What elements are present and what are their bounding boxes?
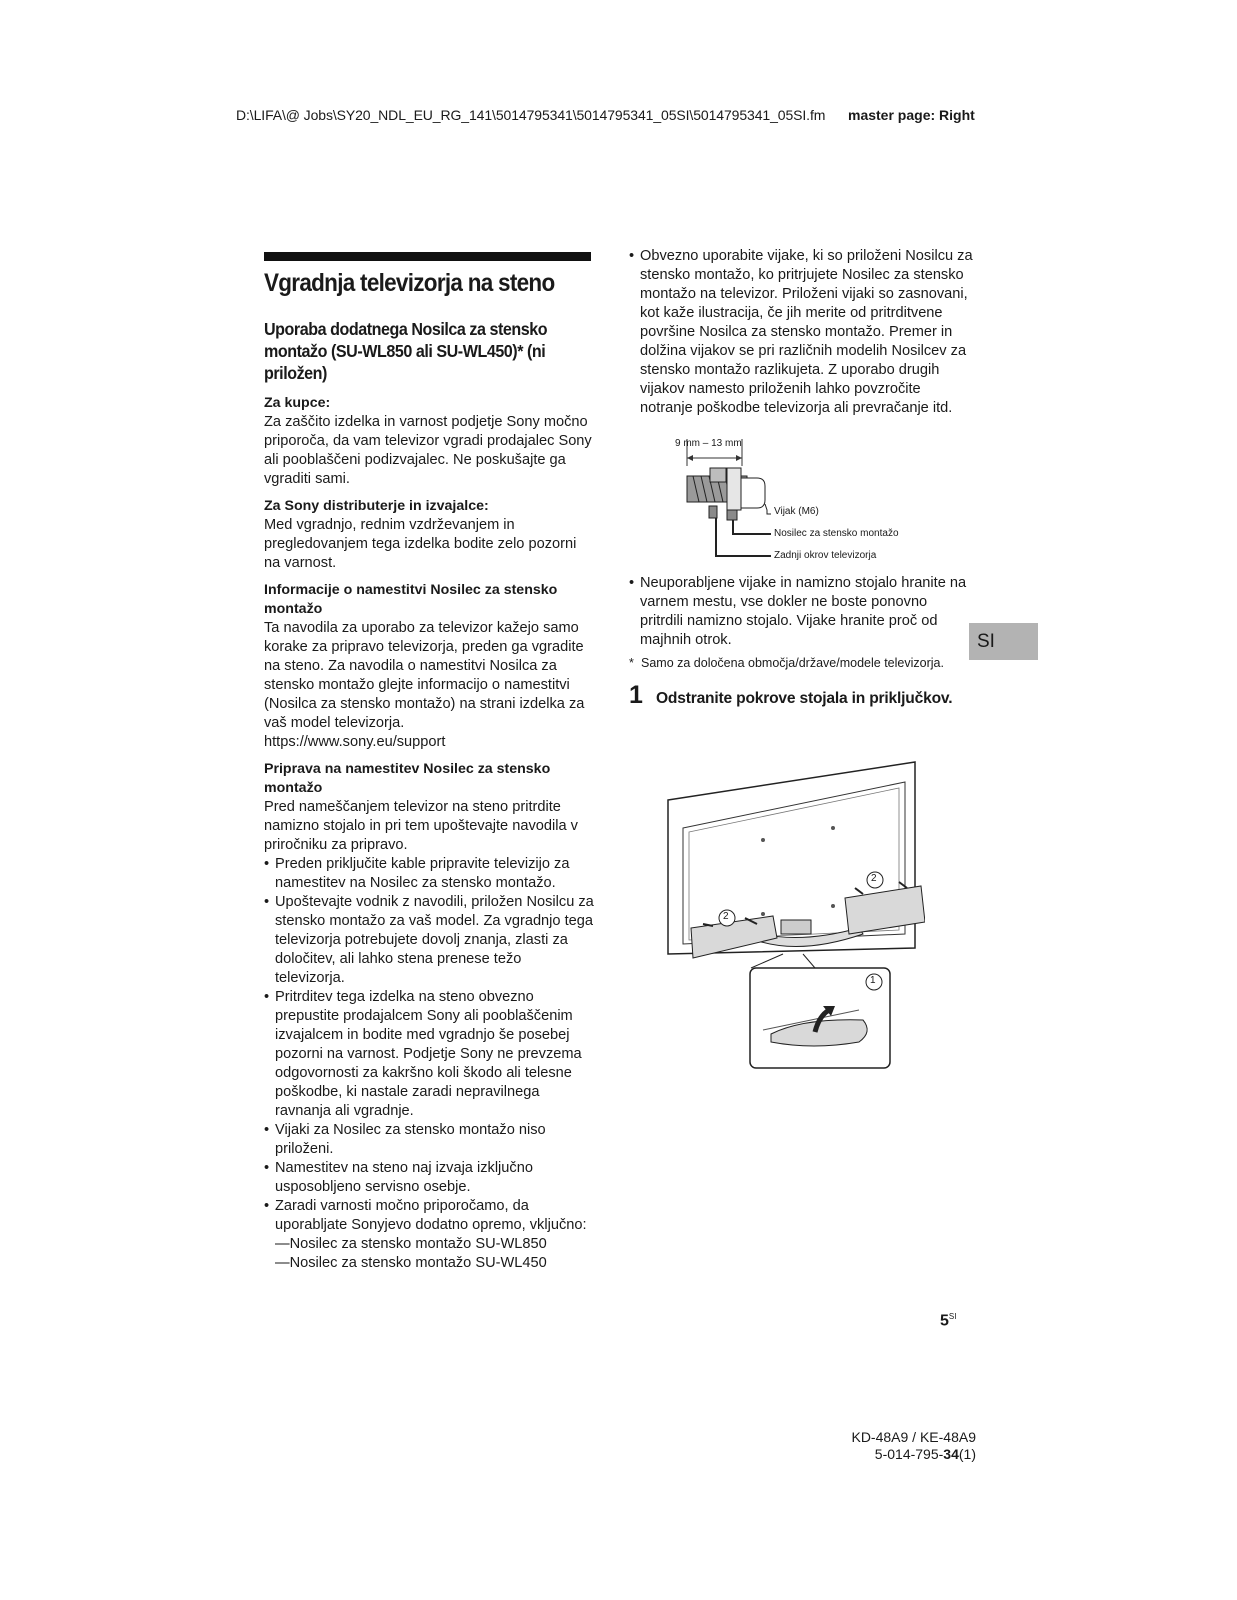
footnote-text: Samo za določena območja/države/modele televizorja. (641, 656, 944, 670)
list-item: • Namestitev na steno naj izvaja izključno usposobljeno servisno osebje. (264, 1159, 594, 1197)
dimension-label: 9 mm – 13 mm (675, 438, 742, 449)
screw-label: Vijak (M6) (774, 506, 819, 517)
master-page-label: master page: Right (848, 107, 975, 123)
callout-2-left: 2 (723, 911, 729, 922)
page-number (940, 1312, 956, 1330)
tv-back-illustration (663, 758, 925, 1073)
footnote-mark: * (629, 656, 634, 670)
step-number: 1 (629, 681, 643, 709)
screw-diagram (629, 424, 974, 564)
page-title: Vgradnja televizorja na steno (264, 269, 555, 297)
bracket-label: Nosilec za stensko montažo (774, 528, 899, 539)
section-text-preparation: Pred nameščanjem televizor na steno pritrdite namizno stojalo in pri tem upoštevajte navodila v priročniku za pripravo. (264, 799, 578, 853)
title-rule (264, 252, 591, 261)
support-link[interactable]: https://www.sony.eu/support (264, 734, 446, 750)
section-text-customers: Za zaščito izdelka in varnost podjetje Sony močno priporoča, da vam televizor vgradi prodajalec Sony ali pooblaščeni podizvajalec. Ne poskušajte ga vgraditi sami. (264, 414, 592, 487)
file-path: D:\LIFA\@ Jobs\SY20_NDL_EU_RG_141\5014795341\5014795341_05SI\5014795341_05SI.fm (236, 107, 826, 123)
list-item: • Vijaki za Nosilec za stensko montažo niso priloženi. (264, 1121, 594, 1159)
section-heading-dealers: Za Sony distributerje in izvajalce: (264, 498, 489, 514)
model-line: KD-48A9 / KE-48A9 (851, 1429, 976, 1445)
part-code-prefix: 5-014-795- (874, 1446, 944, 1462)
tv-cover-removal-illustration (663, 758, 925, 1073)
list-item: • Preden priključite kable pripravite televizijo za namestitev na Nosilec za stensko montažo. (264, 855, 594, 893)
screw-bullet (629, 247, 974, 418)
section-heading-install-info: Informacije o namestitvi Nosilec za stensko montažo (264, 582, 558, 617)
accessory-item: —Nosilec za stensko montažo SU-WL450 (275, 1255, 547, 1271)
list-item: • Upoštevajte vodnik z navodili, priložen Nosilcu za stensko montažo za vaš model. Za vgradnjo tega televizorja potrebujete dovolj znanja, zlasti za določitev, ali lahko stena prenese težo televizorja. (264, 893, 594, 988)
right-column (629, 247, 974, 710)
page-number-value: 5 (940, 1312, 949, 1330)
list-item: • Neuporabljene vijake in namizno stojalo hranite na varnem mestu, vse dokler ne boste ponovno pritrdili namizno stojalo. Vijake hranite proč od majhnih otrok. (629, 574, 974, 650)
section-heading-customers: Za kupce: (264, 395, 331, 411)
section-subtitle: Uporaba dodatnega Nosilca za stensko montažo (SU-WL850 ali SU-WL450)* (ni priložen) (264, 319, 548, 383)
storage-bullet (629, 574, 974, 650)
left-column (264, 252, 594, 1273)
accessory-item: —Nosilec za stensko montažo SU-WL850 (275, 1236, 547, 1252)
callout-1: 1 (870, 975, 876, 986)
page-number-suffix: SI (948, 1312, 957, 1321)
step-1 (629, 681, 974, 710)
part-code-suffix: (1) (958, 1446, 976, 1462)
list-item: • Pritrditev tega izdelka na steno obvezno prepustite prodajalcem Sony ali pooblaščenim izvajalcem in bodite med vgradnjo še posebej pozorni na varnost. Podjetje Sony ne prevzema odgovornosti za kakršno koli škodo ali telesne poškodbe, ki nastale zaradi nepravilnega ravnanja ali vgradnje. (264, 988, 594, 1121)
model-info (851, 1429, 976, 1463)
list-item: • Zaradi varnosti močno priporočamo, da uporabljate Sonyjevo dodatno opremo, vključno: (264, 1197, 594, 1235)
preparation-bullets (264, 855, 594, 1235)
section-text-install-info: Ta navodila za uporabo za televizor kažejo samo korake za pripravo televizorja, preden ga vgradite na steno. Za navodila o namestitvi Nosilca za stensko montažo glejte informacijo o namestitvi (Nosilca za stensko montažo) na strani izdelka za vaš model televizorja. (264, 620, 585, 731)
part-code (851, 1446, 976, 1463)
part-code-bold: 34 (943, 1446, 959, 1462)
rear-cover-label: Zadnji okrov televizorja (774, 550, 877, 561)
list-item: • Obvezno uporabite vijake, ki so priloženi Nosilcu za stensko montažo, ko pritrjujete Nosilec za stensko montažo na televizor. Priloženi vijaki so zasnovani, kot kaže ilustracija, če jih merite od pritrditvene površine Nosilca za stensko montažo. Premer in dolžina vijakov se pri različnih modelih Nosilcev za stensko montažo razlikujeta. Z uporabo drugih vijakov namesto priloženih lahko povzročite notranje poškodbe televizorja ali prevračanje itd. (629, 247, 974, 418)
section-text-dealers: Med vgradnjo, rednim vzdrževanjem in pregledovanjem tega izdelka bodite zelo pozorni na varnost. (264, 517, 577, 571)
footnote (629, 656, 974, 671)
language-tab: SI (969, 623, 1038, 660)
section-heading-preparation: Priprava na namestitev Nosilec za stensko montažo (264, 761, 551, 796)
step-text: Odstranite pokrove stojala in priključkov. (656, 690, 953, 707)
callout-2-right: 2 (871, 873, 877, 884)
